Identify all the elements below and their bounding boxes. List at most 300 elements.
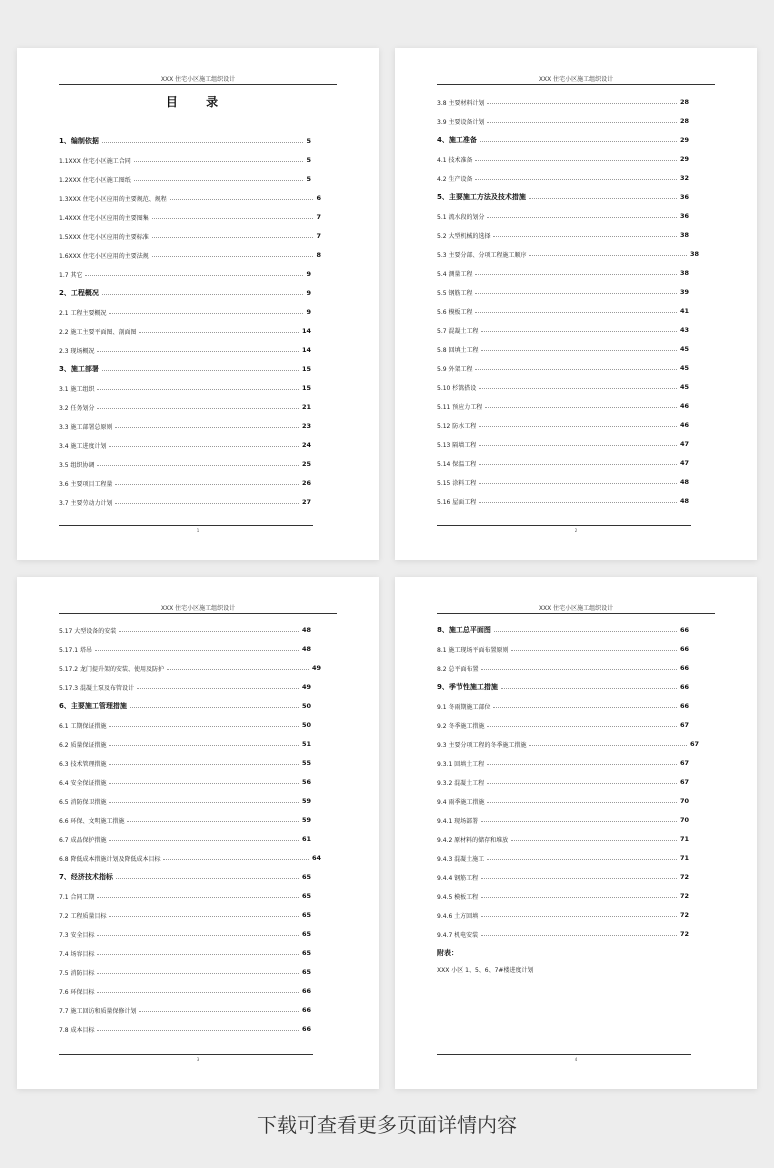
toc-entry-label: 5.3 主要分部、分项工程施工顺序 bbox=[437, 251, 527, 259]
toc-entry-page: 43 bbox=[679, 326, 689, 334]
toc-entry-label: 5.11 预应力工程 bbox=[437, 403, 483, 411]
dot-leader bbox=[481, 669, 677, 670]
toc-entry-label: 6.6 环保、文明施工措施 bbox=[59, 817, 125, 825]
toc-entry-label: 7.3 安全目标 bbox=[59, 931, 95, 939]
toc-entry-page: 29 bbox=[679, 155, 689, 163]
toc-entry-label: 1.7 其它 bbox=[59, 271, 83, 279]
header-rule bbox=[59, 84, 337, 85]
toc-entry-label: 4、施工准备 bbox=[437, 136, 477, 144]
toc-entry bbox=[59, 700, 311, 712]
dot-leader bbox=[115, 503, 299, 504]
toc-entry-page: 21 bbox=[301, 403, 311, 411]
toc-entry bbox=[437, 438, 689, 450]
toc-entry-page: 41 bbox=[679, 307, 689, 315]
page-header: XXX 住宅小区施工组织设计 bbox=[538, 605, 614, 612]
toc-entry-page: 46 bbox=[679, 402, 689, 410]
dot-leader bbox=[487, 764, 677, 765]
toc-entry-page: 9 bbox=[306, 270, 311, 278]
toc-entry-label: 6、主要施工管理措施 bbox=[59, 702, 127, 710]
toc-entry-label: 5.17.3 混凝土泵及布管设计 bbox=[59, 684, 134, 692]
toc-entry-page: 14 bbox=[301, 346, 311, 354]
dot-leader bbox=[511, 840, 677, 841]
toc-entry bbox=[437, 267, 689, 279]
toc-entry bbox=[59, 439, 311, 451]
toc-entry-label: 8.2 总平面布置 bbox=[437, 665, 479, 673]
toc-entry-label: 9.3.2 混凝土工程 bbox=[437, 779, 485, 787]
toc-entry-page: 38 bbox=[689, 250, 699, 258]
toc-entry-page: 7 bbox=[316, 232, 321, 240]
toc-entry-page: 38 bbox=[679, 269, 689, 277]
toc-entry-page: 65 bbox=[301, 911, 311, 919]
header-rule bbox=[437, 84, 715, 85]
toc-entry-label: 2.2 施工主要平面图、剖面图 bbox=[59, 328, 137, 336]
page-header: XXX 住宅小区施工组织设计 bbox=[160, 605, 236, 612]
toc-entry-page: 72 bbox=[679, 930, 689, 938]
toc-entry-label: 3.9 主要设备计划 bbox=[437, 118, 485, 126]
toc-entry-label: 5.7 混凝土工程 bbox=[437, 327, 479, 335]
toc-entry bbox=[59, 268, 311, 280]
toc-entry-label: 7.1 合同工期 bbox=[59, 893, 95, 901]
dot-leader bbox=[493, 707, 677, 708]
toc-entry-page: 14 bbox=[301, 327, 311, 335]
toc-entry-page: 28 bbox=[679, 117, 689, 125]
toc-entry-page: 5 bbox=[306, 137, 311, 145]
toc-entry-label: 6.3 技术管理措施 bbox=[59, 760, 107, 768]
toc-entry bbox=[437, 172, 689, 184]
dot-leader bbox=[487, 122, 677, 123]
dot-leader bbox=[529, 255, 687, 256]
toc-entry-label: 9.3.1 回填土工程 bbox=[437, 760, 485, 768]
toc-entry-page: 70 bbox=[679, 816, 689, 824]
page-number: 2 bbox=[574, 528, 578, 533]
footer-rule bbox=[437, 525, 691, 526]
toc-entry bbox=[59, 211, 321, 223]
dot-leader bbox=[95, 650, 299, 651]
toc-entry-label: 5.6 模板工程 bbox=[437, 308, 473, 316]
toc-entry-page: 48 bbox=[301, 626, 311, 634]
toc-entry-label: 9.4.4 钢筋工程 bbox=[437, 874, 479, 882]
toc-entry-label: 9.4 雨季施工措施 bbox=[437, 798, 485, 806]
toc-entry-page: 70 bbox=[679, 797, 689, 805]
toc-entry-label: 3、施工部署 bbox=[59, 365, 99, 373]
toc-entry-page: 61 bbox=[301, 835, 311, 843]
toc-entry bbox=[437, 757, 689, 769]
dot-leader bbox=[97, 973, 299, 974]
toc-entry-page: 9 bbox=[306, 289, 311, 297]
toc-entry-label: 3.8 主要材料计划 bbox=[437, 99, 485, 107]
dot-leader bbox=[487, 726, 677, 727]
toc-entry bbox=[437, 153, 689, 165]
dot-leader bbox=[479, 426, 677, 427]
dot-leader bbox=[109, 764, 299, 765]
toc-entry-label: 1.2XXX 住宅小区施工图纸 bbox=[59, 176, 131, 184]
dot-leader bbox=[134, 161, 304, 162]
toc-entry-page: 65 bbox=[301, 873, 311, 881]
dot-leader bbox=[501, 688, 677, 689]
dot-leader bbox=[487, 859, 677, 860]
toc-entry bbox=[437, 776, 689, 788]
toc-entry bbox=[59, 344, 311, 356]
download-caption: 下载可查看更多页面详情内容 bbox=[257, 1113, 517, 1137]
toc-entry-label: 7.4 场容目标 bbox=[59, 950, 95, 958]
toc-entry bbox=[437, 324, 689, 336]
dot-leader bbox=[139, 332, 299, 333]
toc-entry bbox=[437, 305, 689, 317]
footer-rule bbox=[59, 1054, 313, 1055]
toc-entry bbox=[59, 496, 311, 508]
dot-leader bbox=[109, 726, 299, 727]
page-number: 3 bbox=[196, 1057, 200, 1062]
toc-entry bbox=[59, 287, 311, 299]
dot-leader bbox=[481, 821, 677, 822]
toc-entry-label: 2.3 现场概况 bbox=[59, 347, 95, 355]
toc-entry-label: 8.1 施工现场平面布置原则 bbox=[437, 646, 509, 654]
toc-entry-page: 66 bbox=[301, 1025, 311, 1033]
dot-leader bbox=[479, 483, 677, 484]
dot-leader bbox=[479, 388, 677, 389]
toc-entry bbox=[437, 681, 689, 693]
toc-entry-label: 1.1XXX 住宅小区施工合同 bbox=[59, 157, 131, 165]
toc-entry-page: 45 bbox=[679, 383, 689, 391]
dot-leader bbox=[134, 180, 304, 181]
toc-entry-label: 5.5 钢筋工程 bbox=[437, 289, 473, 297]
dot-leader bbox=[97, 408, 299, 409]
toc-entry bbox=[59, 401, 311, 413]
toc-page-2 bbox=[395, 48, 757, 560]
toc-entry-label: 1、编制依据 bbox=[59, 137, 99, 145]
toc-entry bbox=[437, 833, 689, 845]
page-number: 4 bbox=[574, 1057, 578, 1062]
dot-leader bbox=[102, 142, 304, 143]
toc-entry-page: 48 bbox=[679, 497, 689, 505]
toc-entry-page: 71 bbox=[679, 854, 689, 862]
toc-entry bbox=[437, 871, 689, 883]
dot-leader bbox=[137, 688, 299, 689]
toc-entry bbox=[437, 400, 689, 412]
toc-entry bbox=[437, 476, 689, 488]
toc-entry-page: 39 bbox=[679, 288, 689, 296]
dot-leader bbox=[102, 370, 299, 371]
toc-entry bbox=[437, 134, 689, 146]
toc-entry bbox=[59, 890, 311, 902]
dot-leader bbox=[481, 878, 677, 879]
toc-entry-page: 48 bbox=[679, 478, 689, 486]
toc-entry-label: 5.12 防水工程 bbox=[437, 422, 477, 430]
toc-entry-page: 49 bbox=[301, 683, 311, 691]
dot-leader bbox=[115, 484, 299, 485]
dot-leader bbox=[475, 293, 677, 294]
toc-entry-page: 64 bbox=[311, 854, 321, 862]
toc-entry-label: 9.3 主要分项工程的冬季施工措施 bbox=[437, 741, 527, 749]
toc-entry-label: 6.5 消防保卫措施 bbox=[59, 798, 107, 806]
toc-entry-page: 72 bbox=[679, 892, 689, 900]
toc-entry bbox=[59, 420, 311, 432]
toc-entry-page: 50 bbox=[301, 702, 311, 710]
toc-entry bbox=[59, 382, 311, 394]
toc-entry-page: 45 bbox=[679, 364, 689, 372]
dot-leader bbox=[481, 331, 677, 332]
dot-leader bbox=[97, 465, 299, 466]
toc-entry-page: 66 bbox=[679, 645, 689, 653]
toc-entry bbox=[59, 795, 311, 807]
toc-entry-label: 7.5 消防目标 bbox=[59, 969, 95, 977]
toc-entry-page: 8 bbox=[316, 251, 321, 259]
toc-entry-label: 5.9 外架工程 bbox=[437, 365, 473, 373]
dot-leader bbox=[487, 103, 677, 104]
toc-entry bbox=[437, 795, 689, 807]
toc-entry-page: 47 bbox=[679, 440, 689, 448]
toc-entry bbox=[437, 738, 699, 750]
dot-leader bbox=[130, 707, 299, 708]
toc-entry-page: 55 bbox=[301, 759, 311, 767]
dot-leader bbox=[109, 840, 299, 841]
toc-entry bbox=[437, 719, 689, 731]
toc-entry bbox=[59, 154, 311, 166]
toc-entry-page: 27 bbox=[301, 498, 311, 506]
toc-entry bbox=[59, 776, 311, 788]
dot-leader bbox=[487, 783, 677, 784]
dot-leader bbox=[479, 464, 677, 465]
toc-entry-page: 7 bbox=[316, 213, 321, 221]
dot-leader bbox=[102, 294, 304, 295]
toc-page-1 bbox=[17, 48, 379, 560]
toc-entry-label: 4.1 技术准备 bbox=[437, 156, 473, 164]
toc-entry-label: 7.2 工程质量目标 bbox=[59, 912, 107, 920]
dot-leader bbox=[152, 256, 314, 257]
toc-entry-label: 5.1 流水段的划分 bbox=[437, 213, 485, 221]
dot-leader bbox=[481, 916, 677, 917]
toc-entry-page: 49 bbox=[311, 664, 321, 672]
toc-entry-page: 36 bbox=[679, 212, 689, 220]
dot-leader bbox=[475, 369, 677, 370]
toc-entry-label: 5.8 回填土工程 bbox=[437, 346, 479, 354]
dot-leader bbox=[116, 878, 299, 879]
toc-entry-label: 6.4 安全保证措施 bbox=[59, 779, 107, 787]
dot-leader bbox=[493, 236, 677, 237]
toc-entry bbox=[59, 681, 311, 693]
toc-entry-label: 9.2 冬季施工措施 bbox=[437, 722, 485, 730]
dot-leader bbox=[97, 897, 299, 898]
toc-entry-page: 48 bbox=[301, 645, 311, 653]
toc-entry bbox=[59, 909, 311, 921]
dot-leader bbox=[479, 445, 677, 446]
toc-entry-page: 56 bbox=[301, 778, 311, 786]
toc-entry-page: 25 bbox=[301, 460, 311, 468]
toc-entry-label: 7、经济技术指标 bbox=[59, 873, 113, 881]
toc-entry bbox=[437, 229, 689, 241]
toc-entry-label: 3.7 主要劳动力计划 bbox=[59, 499, 113, 507]
dot-leader bbox=[167, 669, 309, 670]
toc-entry-page: 46 bbox=[679, 421, 689, 429]
toc-entry-page: 67 bbox=[679, 721, 689, 729]
toc-page-3 bbox=[17, 577, 379, 1089]
toc-entry-label: 8、施工总平面图 bbox=[437, 626, 491, 634]
dot-leader bbox=[109, 313, 303, 314]
toc-entry-label: 5.16 屋面工程 bbox=[437, 498, 477, 506]
toc-entry bbox=[59, 643, 311, 655]
toc-entry-page: 15 bbox=[301, 384, 311, 392]
toc-entry-label: 6.8 降低成本措施计划及降低成本目标 bbox=[59, 855, 161, 863]
dot-leader bbox=[97, 351, 299, 352]
dot-leader bbox=[475, 312, 677, 313]
toc-entry-label: 9、季节性施工措施 bbox=[437, 683, 498, 691]
toc-entry-label: 9.4.3 混凝土施工 bbox=[437, 855, 485, 863]
toc-entry-page: 67 bbox=[679, 759, 689, 767]
toc-entry-page: 72 bbox=[679, 873, 689, 881]
dot-leader bbox=[494, 631, 677, 632]
toc-entry bbox=[59, 477, 311, 489]
toc-entry-page: 24 bbox=[301, 441, 311, 449]
toc-entry-page: 26 bbox=[301, 479, 311, 487]
toc-entry-page: 67 bbox=[689, 740, 699, 748]
toc-entry bbox=[437, 115, 689, 127]
toc-entry-label: 3.6 主要项目工程量 bbox=[59, 480, 113, 488]
dot-leader bbox=[152, 237, 314, 238]
page-header: XXX 住宅小区施工组织设计 bbox=[538, 76, 614, 83]
toc-entry bbox=[59, 833, 311, 845]
toc-entry bbox=[59, 624, 311, 636]
dot-leader bbox=[109, 783, 299, 784]
toc-entry-page: 9 bbox=[306, 308, 311, 316]
toc-entry bbox=[59, 325, 311, 337]
toc-entry-page: 65 bbox=[301, 949, 311, 957]
toc-entry-label: 1.3XXX 住宅小区应用的主要规范、规程 bbox=[59, 195, 167, 203]
toc-entry-label: 7.7 施工回访和质量保修计划 bbox=[59, 1007, 137, 1015]
toc-entry bbox=[437, 457, 689, 469]
dot-leader bbox=[475, 160, 677, 161]
toc-entry-label: 5.4 测量工程 bbox=[437, 270, 473, 278]
dot-leader bbox=[109, 802, 299, 803]
toc-entry-label: 3.3 施工部署总原则 bbox=[59, 423, 113, 431]
toc-entry-label: 1.6XXX 住宅小区应用的主要法规 bbox=[59, 252, 149, 260]
dot-leader bbox=[480, 141, 677, 142]
toc-entry-label: 5.17.2 龙门提升架的安装、使用及防护 bbox=[59, 665, 164, 673]
toc-entry bbox=[437, 909, 689, 921]
dot-leader bbox=[109, 446, 299, 447]
toc-entry-page: 59 bbox=[301, 816, 311, 824]
toc-entry-page: 59 bbox=[301, 797, 311, 805]
toc-entry-page: 66 bbox=[679, 683, 689, 691]
toc-entry-label: 7.8 成本目标 bbox=[59, 1026, 95, 1034]
toc-entry bbox=[437, 191, 689, 203]
toc-entry bbox=[437, 890, 689, 902]
toc-entry-page: 5 bbox=[306, 175, 311, 183]
toc-entry-label: 5.2 大型机械的选择 bbox=[437, 232, 491, 240]
toc-entry-label: 9.4.2 原材料的储存和堆放 bbox=[437, 836, 509, 844]
dot-leader bbox=[115, 427, 299, 428]
dot-leader bbox=[85, 275, 303, 276]
toc-entry-page: 47 bbox=[679, 459, 689, 467]
page-header: XXX 住宅小区施工组织设计 bbox=[160, 76, 236, 83]
toc-entry bbox=[59, 192, 321, 204]
dot-leader bbox=[479, 502, 677, 503]
toc-entry-page: 66 bbox=[679, 702, 689, 710]
toc-entry-label: 5.15 涂料工程 bbox=[437, 479, 477, 487]
toc-entry bbox=[437, 624, 689, 636]
dot-leader bbox=[109, 916, 299, 917]
dot-leader bbox=[170, 199, 314, 200]
toc-entry bbox=[437, 495, 689, 507]
dot-leader bbox=[485, 407, 677, 408]
toc-entry bbox=[437, 419, 689, 431]
toc-entry-label: 6.7 成品保护措施 bbox=[59, 836, 107, 844]
toc-entry-label: 2、工程概况 bbox=[59, 289, 99, 297]
toc-entry-page: 65 bbox=[301, 892, 311, 900]
dot-leader bbox=[97, 1030, 299, 1031]
dot-leader bbox=[487, 217, 677, 218]
toc-entry bbox=[437, 96, 689, 108]
toc-entry-label: 5.14 保温工程 bbox=[437, 460, 477, 468]
toc-entry bbox=[437, 852, 689, 864]
toc-title: 目 录 bbox=[165, 95, 231, 109]
dot-leader bbox=[511, 650, 677, 651]
toc-entry-page: 65 bbox=[301, 968, 311, 976]
toc-entry bbox=[437, 700, 689, 712]
toc-entry-page: 38 bbox=[679, 231, 689, 239]
toc-entry-page: 66 bbox=[301, 1006, 311, 1014]
toc-entry-page: 28 bbox=[679, 98, 689, 106]
toc-entry bbox=[437, 286, 689, 298]
toc-entry bbox=[59, 135, 311, 147]
toc-entry bbox=[59, 814, 311, 826]
toc-entry-label: 9.4.7 机电安装 bbox=[437, 931, 479, 939]
toc-entry-label: 9.4.1 现场部署 bbox=[437, 817, 479, 825]
toc-entry bbox=[59, 719, 311, 731]
toc-entry bbox=[437, 248, 699, 260]
toc-entry-label: 1.5XXX 住宅小区应用的主要标准 bbox=[59, 233, 149, 241]
toc-entry-label: 5.13 隔墙工程 bbox=[437, 441, 477, 449]
toc-entry-page: 66 bbox=[679, 664, 689, 672]
toc-entry-page: 29 bbox=[679, 136, 689, 144]
toc-entry bbox=[437, 814, 689, 826]
dot-leader bbox=[163, 859, 309, 860]
toc-entry-label: 6.1 工期保证措施 bbox=[59, 722, 107, 730]
header-rule bbox=[437, 613, 715, 614]
dot-leader bbox=[127, 821, 299, 822]
dot-leader bbox=[475, 179, 677, 180]
toc-entry-label: 3.1 施工组织 bbox=[59, 385, 95, 393]
toc-entry-label: 5.17 大型设备的安装 bbox=[59, 627, 117, 635]
toc-entry-page: 72 bbox=[679, 911, 689, 919]
dot-leader bbox=[139, 1011, 299, 1012]
toc-entry bbox=[437, 643, 689, 655]
toc-entry-page: 32 bbox=[679, 174, 689, 182]
appendix-item: XXX 小区 1、5、6、7#楼进度计划 bbox=[437, 967, 534, 974]
toc-entry-page: 15 bbox=[301, 365, 311, 373]
toc-entry bbox=[437, 343, 689, 355]
toc-entry-page: 6 bbox=[316, 194, 321, 202]
toc-entry bbox=[59, 662, 321, 674]
toc-entry-label: 6.2 质量保证措施 bbox=[59, 741, 107, 749]
dot-leader bbox=[481, 897, 677, 898]
toc-entry-label: 3.4 施工进度计划 bbox=[59, 442, 107, 450]
toc-entry bbox=[59, 306, 311, 318]
toc-entry-label: 3.5 组织协调 bbox=[59, 461, 95, 469]
dot-leader bbox=[109, 745, 299, 746]
dot-leader bbox=[487, 802, 677, 803]
dot-leader bbox=[97, 954, 299, 955]
toc-entry bbox=[59, 173, 311, 185]
toc-entry-label: 4.2 生产设备 bbox=[437, 175, 473, 183]
toc-entry bbox=[437, 210, 689, 222]
toc-entry-label: 5.10 杉篙搭设 bbox=[437, 384, 477, 392]
toc-entry bbox=[59, 1023, 311, 1035]
appendix-label: 附表： bbox=[437, 949, 458, 957]
toc-entry-page: 65 bbox=[301, 930, 311, 938]
toc-entry-label: 7.6 环保目标 bbox=[59, 988, 95, 996]
header-rule bbox=[59, 613, 337, 614]
toc-entry bbox=[59, 985, 311, 997]
